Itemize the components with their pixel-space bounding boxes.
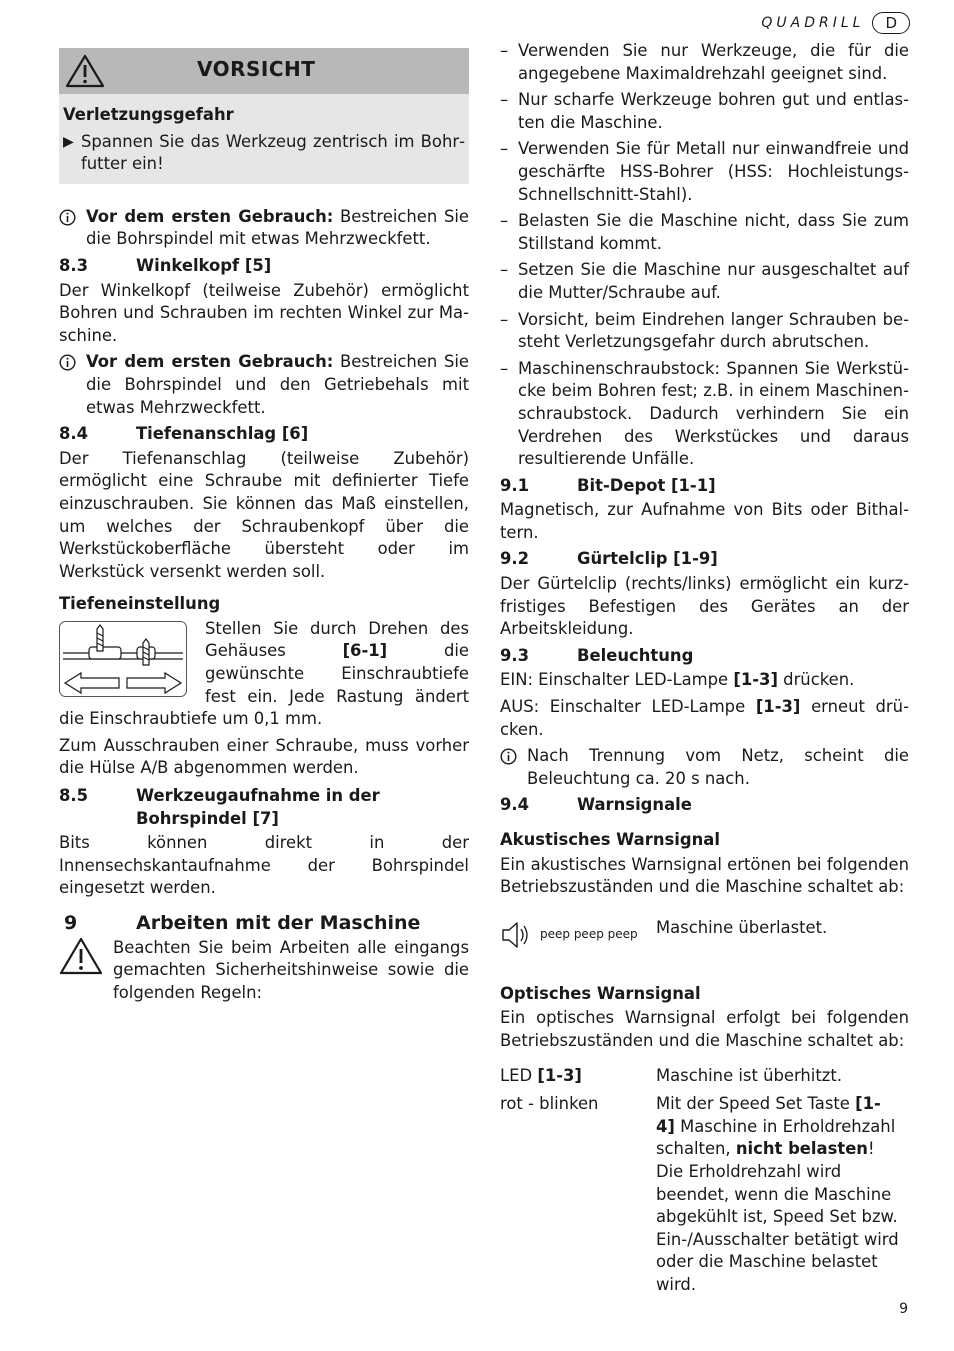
- blink-row: [500, 1093, 909, 1296]
- info-icon: [500, 745, 527, 790]
- paragraph-text: erneut drücken.: [500, 697, 909, 739]
- section-title: Werkzeugaufnahme in der Bohrspindel [7]: [136, 786, 380, 828]
- paragraph: Ein optisches Warnsignal erfolgt bei folgenden Betriebszuständen und die Maschine schaltet ab:: [500, 1008, 909, 1050]
- paragraph: Der Gürtelclip (rechts/links) ermöglicht ein kurzfristiges Befestigen des Gerätes an der Arbeitskleidung.: [500, 574, 909, 639]
- section-heading: [59, 423, 469, 446]
- acoustic-state: Maschine überlastet.: [656, 917, 828, 937]
- language-badge: D: [872, 12, 910, 34]
- info-note: [59, 206, 469, 251]
- subheading: Tiefeneinstellung: [59, 594, 221, 614]
- caution-subtitle: Verletzungsgefahr: [63, 105, 234, 124]
- paragraph: Bits können direkt in der Innensechskantaufnahme der Bohrspindel eingesetzt werden.: [59, 833, 469, 898]
- page-number: 9: [899, 1301, 908, 1317]
- section-heading: [500, 548, 909, 571]
- section-title: Tiefenanschlag [6]: [136, 424, 309, 444]
- reference: [1-3]: [733, 670, 778, 690]
- section-number: 9.2: [500, 549, 530, 569]
- note-text: Bestreichen Sie die Bohrspindel mit etwas Mehrzweckfett.: [86, 206, 470, 249]
- depth-adjustment-figure: [59, 621, 187, 697]
- subheading: Optisches Warnsignal: [500, 983, 701, 1003]
- caution-item: [63, 131, 465, 176]
- blink-label: rot - blinken: [500, 1094, 599, 1114]
- reference: [1-3]: [755, 697, 801, 717]
- section-heading: [500, 794, 909, 817]
- paragraph: [500, 696, 909, 741]
- warning-triangle-icon: [65, 54, 105, 88]
- list-item: – Maschinenschraubstock: Spannen Sie Werkstücke beim Bohren fest; z.B. in einem Maschinenschraubstock. Dadurch verhindern Sie ein Verdrehen des Werkstückes und daraus resultierende Unfälle.: [500, 358, 909, 471]
- warning-triangle-icon: [59, 937, 103, 975]
- list-item: – Verwenden Sie für Metall nur einwandfreie und geschärfte HSS-Bohrer (HSS: Hochleistungs-Schnellschnitt-Stahl).: [500, 138, 909, 206]
- list-item-text: Verwenden Sie nur Werkzeuge, die für die angegebene Maximaldrehzahl geeignet sind.: [518, 41, 909, 83]
- list-item: – Verwenden Sie nur Werkzeuge, die für die angegebene Maximaldrehzahl geeignet sind.: [500, 40, 909, 85]
- chapter-number: 9: [64, 912, 78, 934]
- acoustic-signal-row: [500, 917, 909, 983]
- list-item-text: Maschinenschraubstock: Spannen Sie Werkstücke beim Bohren fest; z.B. in einem Maschinenschraubstock. Dadurch verhindern Sie ein Verdrehen des Werkstückes und daraus resultierende Unfälle.: [518, 358, 909, 469]
- section-heading: [59, 255, 469, 278]
- section-number: 9.3: [500, 645, 530, 665]
- safety-note: [59, 937, 469, 1009]
- right-column: [500, 40, 909, 1297]
- caution-item-text: Spannen Sie das Werkzeug zentrisch im Bohrfutter ein!: [81, 131, 465, 174]
- note-bold: Vor dem ersten Gebrauch:: [86, 206, 334, 226]
- section-heading: [500, 475, 909, 498]
- section-number: 8.5: [59, 786, 89, 806]
- list-item: – Vorsicht, beim Eindrehen langer Schrauben besteht Verletzungsgefahr durch abrutschen.: [500, 309, 909, 354]
- section-heading: [500, 645, 909, 668]
- caution-title: VORSICHT: [197, 57, 316, 81]
- list-item: – Nur scharfe Werkzeuge bohren gut und entlasten die Maschine.: [500, 89, 909, 134]
- list-item-text: Vorsicht, beim Eindrehen langer Schrauben besteht Verletzungsgefahr durch abrutschen.: [518, 309, 909, 352]
- blink-text: ! Die Erholdrehzahl wird beendet, wenn die Maschine abgekühlt ist, Speed Set bzw. Ein-/Ausschalter betätigt wird oder die Maschine belastet wird.: [656, 1139, 899, 1294]
- brand-name: QUADRILL: [761, 15, 865, 31]
- section-number: 9.1: [500, 475, 530, 495]
- paragraph-text: die gewünschte Einschraubtiefe fest ein. Jede Rastung ändert die Einschraubtiefe um 0,1 mm.: [59, 641, 469, 729]
- paragraph-text: Stellen Sie durch Drehen des Gehäuses: [205, 618, 469, 661]
- section-title: Warnsignale: [577, 795, 692, 815]
- section-title: Winkelkopf [5]: [136, 255, 272, 275]
- blink-text: Mit der Speed Set Taste: [656, 1094, 856, 1114]
- paragraph-text: drücken.: [777, 670, 855, 690]
- acoustic-signal-cell: [500, 917, 656, 953]
- led-label: LED: [500, 1065, 538, 1085]
- blink-text: Maschine in Erholdrehzahl schalten,: [656, 1116, 896, 1159]
- chapter-heading: [64, 912, 469, 935]
- reference: [1-4]: [656, 1094, 881, 1136]
- led-label-cell: [500, 1065, 656, 1088]
- section-number: 8.3: [59, 255, 89, 275]
- left-column: [59, 48, 469, 1008]
- peep-label: peep peep peep: [540, 927, 638, 942]
- reference: [1-3]: [537, 1065, 582, 1085]
- blink-description: [656, 1093, 909, 1296]
- list-item: – Belasten Sie die Maschine nicht, dass Sie zum Stillstand kommt.: [500, 210, 909, 255]
- note-text: Bestreichen Sie die Bohrspindel und den Getriebehals mit etwas Mehrzweckfett.: [86, 352, 470, 417]
- section-title: Beleuchtung: [577, 645, 694, 665]
- info-note: [59, 351, 469, 419]
- page-header: [761, 12, 910, 35]
- paragraph: Der Tiefenanschlag (teilweise Zubehör) ermöglicht eine Schraube mit definierter Tiefe einzuschrauben. Sie können das Maß einstellen, um welches der Schraubenkopf über die Werkstückoberfläche übersteht oder im Werkstück versenkt werden soll.: [59, 448, 469, 581]
- info-icon: [59, 206, 86, 251]
- blink-bold: nicht belasten: [735, 1139, 868, 1159]
- subheading: Akustisches Warnsignal: [500, 830, 720, 849]
- led-state: Maschine ist überhitzt.: [656, 1065, 843, 1085]
- section-number: 9.4: [500, 795, 530, 815]
- speaker-icon: [500, 920, 534, 950]
- paragraph: Der Winkelkopf (teilweise Zubehör) ermöglicht Bohren und Schrauben im rechten Winkel zur Maschine.: [59, 280, 469, 345]
- reference: [6-1]: [342, 641, 388, 661]
- list-item-text: Nur scharfe Werkzeuge bohren gut und entlasten die Maschine.: [518, 90, 909, 132]
- list-item-text: Setzen Sie die Maschine nur ausgeschaltet auf die Mutter/Schraube auf.: [518, 260, 909, 302]
- list-item-text: Belasten Sie die Maschine nicht, dass Sie zum Stillstand kommt.: [518, 211, 909, 253]
- paragraph: [500, 669, 909, 692]
- paragraph-text: EIN: Einschalter LED-Lampe: [500, 670, 734, 690]
- paragraph: Ein akustisches Warnsignal ertönen bei folgenden Betriebszuständen und die Maschine schaltet ab:: [500, 854, 909, 897]
- note-bold: Vor dem ersten Gebrauch:: [86, 352, 334, 372]
- caution-body: [59, 94, 469, 184]
- caution-header: [59, 48, 469, 94]
- paragraph: Zum Ausschrauben einer Schraube, muss vorher die Hülse A/B abgenommen werden.: [59, 735, 469, 778]
- section-title: Gürtelclip [1-9]: [577, 549, 718, 569]
- bullet-triangle-icon: ▶: [63, 133, 74, 150]
- rules-list: [500, 40, 909, 471]
- paragraph: Magnetisch, zur Aufnahme von Bits oder Bithaltern.: [500, 500, 909, 542]
- chapter-title: Arbeiten mit der Maschine: [136, 912, 421, 934]
- paragraph-text: AUS: Einschalter LED-Lampe: [500, 697, 756, 717]
- paragraph: Beachten Sie beim Arbeiten alle eingangs gemachten Sicherheitshinweise sowie die folgenden Regeln:: [113, 937, 469, 1002]
- section-heading: [59, 785, 469, 830]
- note-text: Nach Trennung vom Netz, scheint die Beleuchtung ca. 20 s nach.: [527, 746, 909, 788]
- section-title: Bit-Depot [1-1]: [577, 475, 716, 495]
- depth-setting-block: [59, 618, 469, 731]
- info-icon: [59, 351, 86, 419]
- caution-box: [59, 48, 469, 184]
- list-item: – Setzen Sie die Maschine nur ausgeschaltet auf die Mutter/Schraube auf.: [500, 259, 909, 304]
- led-row: [500, 1065, 909, 1088]
- list-item-text: Verwenden Sie für Metall nur einwandfreie und geschärfte HSS-Bohrer (HSS: Hochleistungs-Schnellschnitt-Stahl).: [518, 139, 909, 204]
- info-note: [500, 745, 909, 790]
- section-number: 8.4: [59, 424, 89, 444]
